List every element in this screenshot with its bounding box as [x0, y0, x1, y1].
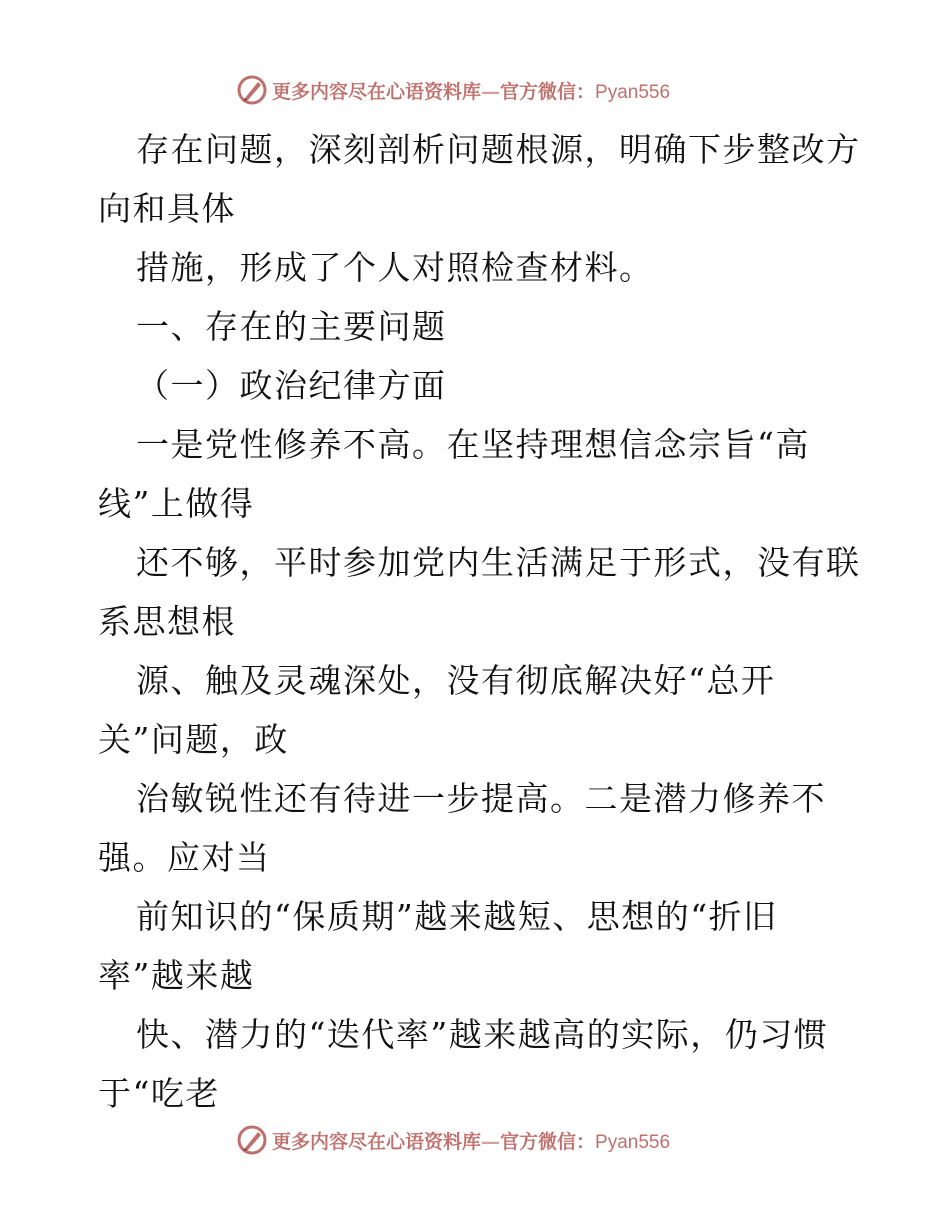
- paragraph-line: 线”上做得: [98, 484, 255, 523]
- paragraph-line: 系思想根: [98, 602, 236, 641]
- watermark-text: [272, 1127, 670, 1154]
- watermark-suffix: 官方微信：: [500, 1130, 596, 1153]
- paragraph-line: 前知识的“保质期”越来越短、思想的“折旧: [136, 897, 778, 936]
- header-watermark: [236, 72, 670, 108]
- watermark-text: [272, 77, 670, 104]
- watermark-suffix: 官方微信：: [500, 80, 596, 103]
- paragraph-line: 一是党性修养不高。在坚持理想信念宗旨“高: [136, 425, 810, 464]
- paragraph-line: 治敏锐性还有待进一步提高。二是潜力修养不: [136, 779, 826, 818]
- paragraph-line: 快、潜力的“迭代率”越来越高的实际，仍习惯: [136, 1015, 829, 1054]
- subsection-heading: （一）政治纪律方面: [136, 366, 447, 405]
- paragraph-line: 存在问题，深刻剖析问题根源，明确下步整改方: [136, 130, 861, 169]
- paragraph-line: 关”问题，政: [98, 720, 289, 759]
- paragraph-line: 于“吃老: [98, 1074, 220, 1113]
- paragraph-line: 率”越来越: [98, 956, 255, 995]
- watermark-dash: —: [481, 1130, 501, 1153]
- paragraph-line: 还不够，平时参加党内生活满足于形式，没有联: [136, 543, 861, 582]
- paragraph-line: 向和具体: [98, 189, 236, 228]
- watermark-dash: —: [481, 80, 501, 103]
- watermark-main: 更多内容尽在心语资料库: [272, 80, 482, 103]
- section-heading: 一、存在的主要问题: [136, 307, 447, 346]
- paragraph-line: 源、触及灵魂深处，没有彻底解决好“总开: [136, 661, 776, 700]
- pen-logo-icon: [236, 74, 268, 106]
- document-body: [98, 120, 861, 1123]
- watermark-handle: Pyan556: [595, 1131, 671, 1153]
- paragraph-line: 强。应对当: [98, 838, 271, 877]
- watermark-main: 更多内容尽在心语资料库: [272, 1130, 482, 1153]
- paragraph-line: 措施，形成了个人对照检查材料。: [136, 248, 654, 287]
- watermark-handle: Pyan556: [595, 81, 671, 103]
- pen-logo-icon: [236, 1124, 268, 1156]
- footer-watermark: [236, 1122, 670, 1158]
